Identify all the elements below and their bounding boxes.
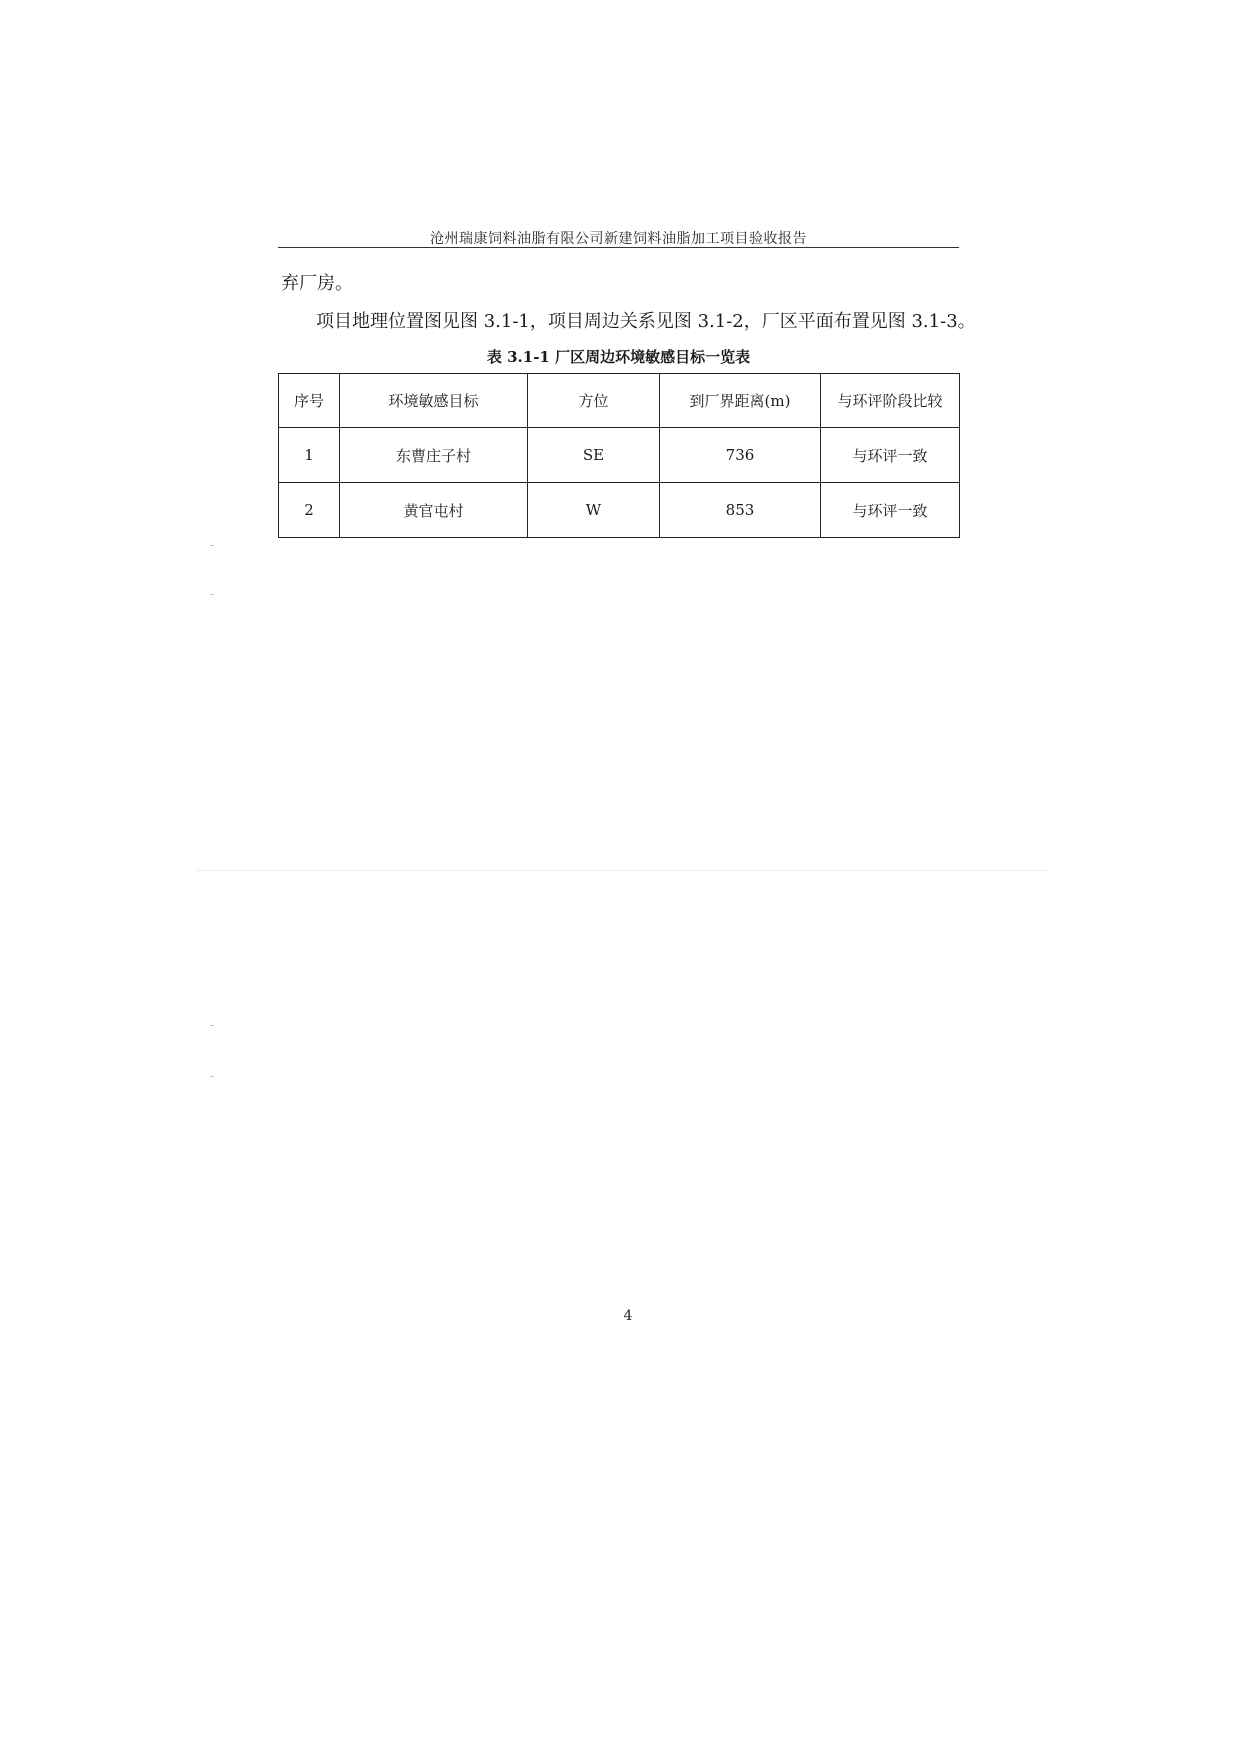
cell-direction: W [528,483,660,538]
header-cell-target: 环境敏感目标 [340,374,528,428]
scan-speck [210,545,214,546]
body-text-line: 弃厂房。 [281,273,353,294]
scan-fold-line [197,870,1048,871]
page-number: 4 [623,1308,633,1324]
cell-index: 2 [279,483,340,538]
header-cell-index: 序号 [279,374,340,428]
cell-direction: SE [528,428,660,483]
cell-comparison: 与环评一致 [821,483,960,538]
table-row [279,483,960,538]
running-header: 沧州瑞康饲料油脂有限公司新建饲料油脂加工项目验收报告 [430,231,807,247]
table-caption: 表 3.1-1 厂区周边环境敏感目标一览表 [486,348,751,366]
scan-speck [210,1025,214,1026]
cell-distance: 853 [660,483,821,538]
cell-index: 1 [279,428,340,483]
header-cell-distance: 到厂界距离(m) [660,374,821,428]
table-row [279,428,960,483]
cell-target: 东曹庄子村 [340,428,528,483]
header-rule [278,247,959,248]
scan-speck [210,1076,214,1077]
body-text-paragraph: 项目地理位置图见图 3.1-1，项目周边关系见图 3.1-2，厂区平面布置见图 3.1-3。 [316,311,976,332]
cell-target: 黄官屯村 [340,483,528,538]
header-cell-comparison: 与环评阶段比较 [821,374,960,428]
header-cell-direction: 方位 [528,374,660,428]
table-header-row [279,374,960,428]
cell-comparison: 与环评一致 [821,428,960,483]
cell-distance: 736 [660,428,821,483]
sensitive-targets-table [278,373,960,538]
scan-speck [210,594,214,595]
